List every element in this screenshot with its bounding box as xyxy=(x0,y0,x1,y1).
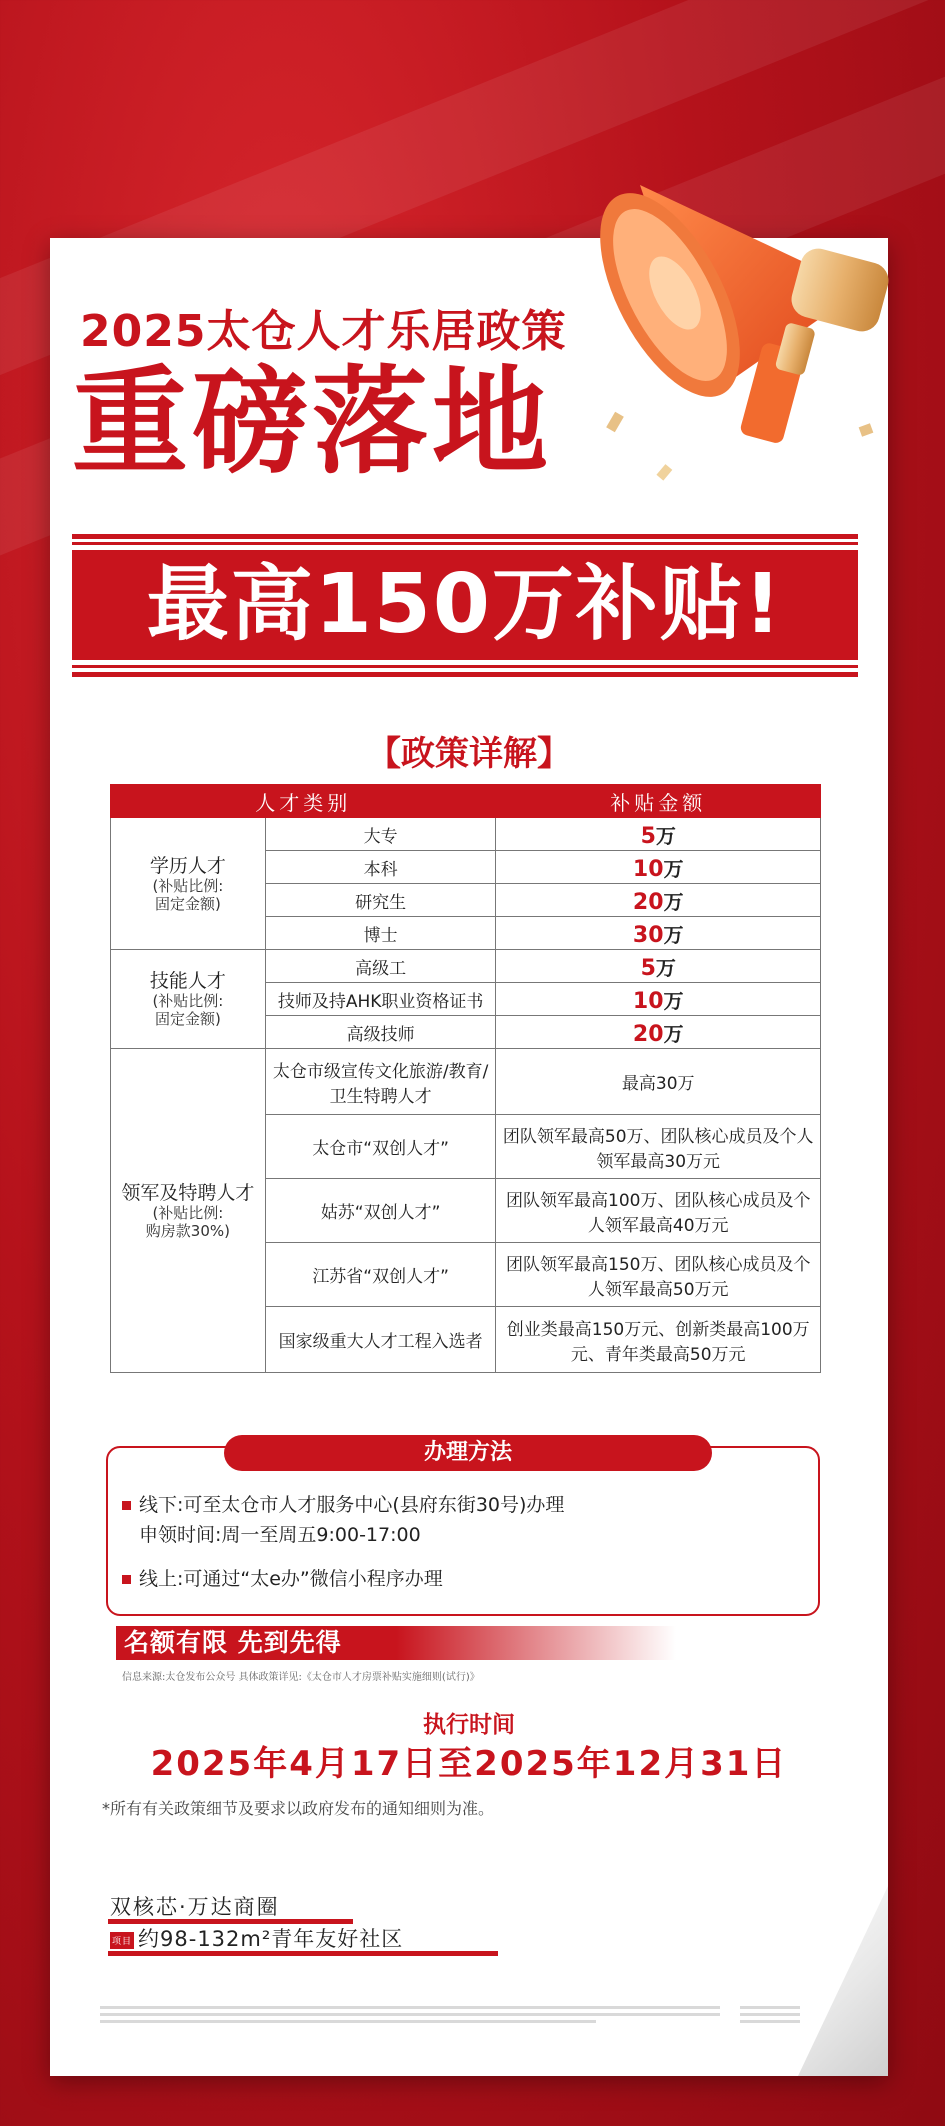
method-box xyxy=(106,1440,820,1616)
location-line-1: 双核芯·万达商圈 xyxy=(110,1895,280,1919)
subsidy-banner: 最高150万补贴! xyxy=(72,550,858,660)
poster-title-top: 2025太仓人才乐居政策 xyxy=(80,306,567,357)
row-label: 本科 xyxy=(265,851,496,884)
row-label: 江苏省“双创人才” xyxy=(265,1243,496,1307)
execution-label: 执行时间 xyxy=(423,1712,515,1738)
source-note: 信息来源:太仓发布公众号 具体政策详见:《太仓市人才房票补贴实施细则(试行)》 xyxy=(122,1672,480,1683)
row-amount: 20万 xyxy=(496,1016,821,1049)
location-line-2: 项目 约98-132m²青年友好社区 xyxy=(112,1927,404,1951)
row-label: 技师及持AHK职业资格证书 xyxy=(265,983,496,1016)
row-label: 博士 xyxy=(265,917,496,950)
banner-rule-bottom xyxy=(72,672,858,677)
table-row xyxy=(111,818,821,851)
column-header-category: 人才类别 xyxy=(111,785,496,818)
banner-rule-top-thin xyxy=(72,542,858,545)
policy-table xyxy=(110,784,821,1373)
row-amount: 20万 xyxy=(496,884,821,917)
limited-banner: 名额有限 先到先得 xyxy=(116,1626,676,1660)
row-label: 高级工 xyxy=(265,950,496,983)
group-name: 技能人才 xyxy=(149,970,226,992)
column-header-amount: 补贴金额 xyxy=(496,785,821,818)
row-label: 高级技师 xyxy=(265,1016,496,1049)
method-online: 线上:可通过“太e办”微信小程序办理 xyxy=(122,1564,443,1591)
row-amount: 创业类最高150万元、创新类最高100万元、青年类最高50万元 xyxy=(496,1307,821,1373)
poster-title-big: 重磅落地 xyxy=(72,355,552,490)
method-title: 办理方法 xyxy=(224,1435,712,1471)
group-cell xyxy=(111,1049,266,1373)
row-label: 大专 xyxy=(265,818,496,851)
policy-section-title: 【政策详解】 xyxy=(367,734,571,774)
execution-date: 2025年4月17日至2025年12月31日 xyxy=(150,1744,788,1784)
row-amount: 30万 xyxy=(496,917,821,950)
row-amount: 10万 xyxy=(496,983,821,1016)
method-offline: 线下:可至太仓市人才服务中心(县府东街30号)办理 xyxy=(122,1490,564,1517)
row-label: 姑苏“双创人才” xyxy=(265,1179,496,1243)
row-label: 太仓市级宣传文化旅游/教育/卫生特聘人才 xyxy=(265,1049,496,1115)
row-amount: 团队领军最高100万、团队核心成员及个人领军最高40万元 xyxy=(496,1179,821,1243)
row-amount: 最高30万 xyxy=(496,1049,821,1115)
row-amount: 团队领军最高150万、团队核心成员及个人领军最高50万元 xyxy=(496,1243,821,1307)
row-amount: 5万 xyxy=(496,950,821,983)
group-cell xyxy=(111,950,266,1049)
location-underline-2 xyxy=(108,1951,498,1956)
row-label: 太仓市“双创人才” xyxy=(265,1115,496,1179)
banner-rule-bottom-thin xyxy=(72,665,858,668)
fine-print-right xyxy=(740,2006,800,2027)
page-curl xyxy=(798,1886,888,2076)
table-row xyxy=(111,950,821,983)
table-row xyxy=(111,1049,821,1115)
row-label: 国家级重大人才工程入选者 xyxy=(265,1307,496,1373)
banner-rule-top xyxy=(72,534,858,539)
row-amount: 5万 xyxy=(496,818,821,851)
row-amount: 10万 xyxy=(496,851,821,884)
group-cell xyxy=(111,818,266,950)
group-name: 领军及特聘人才 xyxy=(121,1181,255,1204)
group-note: (补贴比例: 固定金额) xyxy=(152,876,224,913)
group-name: 学历人才 xyxy=(149,854,226,877)
row-label: 研究生 xyxy=(265,884,496,917)
method-hours: 申领时间:周一至周五9:00-17:00 xyxy=(139,1524,421,1546)
group-note: (补贴比例: 购房款30%) xyxy=(145,1203,230,1240)
fine-print xyxy=(100,2006,720,2027)
megaphone-icon xyxy=(600,145,900,525)
group-note: (补贴比例: 固定金额) xyxy=(152,992,224,1028)
disclaimer-note: *所有有关政策细节及要求以政府发布的通知细则为准。 xyxy=(102,1799,495,1818)
row-amount: 团队领军最高50万、团队核心成员及个人领军最高30万元 xyxy=(496,1115,821,1179)
